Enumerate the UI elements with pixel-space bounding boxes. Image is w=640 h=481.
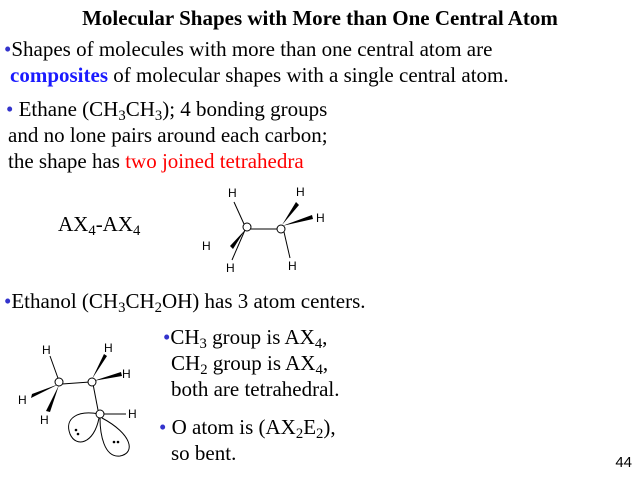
oxygen-atom bbox=[96, 410, 104, 418]
two-joined-tetrahedra: two joined tetrahedra bbox=[125, 149, 304, 173]
intro-line-2: composites of molecular shapes with a single central atom. bbox=[10, 63, 509, 87]
oxygen-line: • O atom is $(AX_2E_2)$, bbox=[159, 415, 336, 442]
slide-title: Molecular Shapes with More than One Central Atom bbox=[82, 6, 558, 30]
ethane-structure bbox=[190, 180, 340, 280]
h-label: H bbox=[316, 211, 325, 225]
bond bbox=[93, 384, 98, 410]
ethanol-structure bbox=[12, 336, 152, 466]
h-label: H bbox=[40, 413, 49, 427]
h-label: H bbox=[104, 341, 113, 355]
ethanol-line: •Ethanol $(CH_3CH_2OH)$ has 3 atom centers. bbox=[4, 289, 366, 316]
carbon-atom bbox=[55, 378, 63, 386]
ethane-line-3: the shape has two joined tetrahedra bbox=[8, 149, 304, 173]
wedge-bond bbox=[92, 354, 107, 379]
h-label: H bbox=[128, 407, 137, 421]
electron-dot bbox=[113, 441, 116, 444]
wedge-bond bbox=[282, 215, 313, 226]
h-label: H bbox=[122, 367, 131, 381]
ethane-line-1: • Ethane $(CH_3CH_3)$; 4 bonding groups bbox=[6, 97, 328, 124]
h-label: H bbox=[42, 343, 51, 357]
h-label: H bbox=[228, 186, 237, 200]
h-label: H bbox=[288, 259, 297, 273]
bullet: • bbox=[159, 415, 167, 439]
h-label: H bbox=[296, 185, 305, 199]
carbon-atom bbox=[243, 223, 251, 231]
composites-keyword: composites bbox=[10, 63, 108, 87]
bullet: • bbox=[4, 289, 12, 313]
h-label: H bbox=[226, 261, 235, 275]
h-label: H bbox=[18, 393, 27, 407]
bond bbox=[234, 202, 244, 224]
lone-pair-lobe bbox=[69, 413, 99, 442]
h-label: H bbox=[202, 239, 211, 253]
intro-line-1: •Shapes of molecules with more than one central atom are bbox=[4, 37, 493, 61]
bond bbox=[50, 356, 59, 381]
bond bbox=[62, 382, 90, 384]
lone-pair-lobe bbox=[100, 418, 129, 456]
bond bbox=[284, 232, 290, 258]
bent-line: so bent. bbox=[171, 441, 237, 465]
carbon-atom bbox=[88, 378, 96, 386]
ch3-line: $•CH_3$ group is $AX_4$, bbox=[163, 325, 328, 352]
electron-dot bbox=[77, 433, 80, 436]
wedge-bond bbox=[93, 372, 122, 381]
electron-dot bbox=[117, 441, 120, 444]
tetrahedral-line: both are tetrahedral. bbox=[171, 377, 340, 401]
page-number: 44 bbox=[615, 454, 632, 471]
bullet: • bbox=[6, 97, 14, 121]
carbon-atom bbox=[277, 225, 285, 233]
electron-dot bbox=[75, 429, 78, 432]
bullet: • bbox=[163, 325, 171, 349]
bullet: • bbox=[4, 37, 12, 61]
ethane-formula: $AX_4-AX_4$ bbox=[58, 212, 141, 239]
ch2-line: $CH_2$ group is $AX_4$, bbox=[171, 351, 329, 378]
ethane-line-2: and no lone pairs around each carbon; bbox=[8, 123, 328, 147]
